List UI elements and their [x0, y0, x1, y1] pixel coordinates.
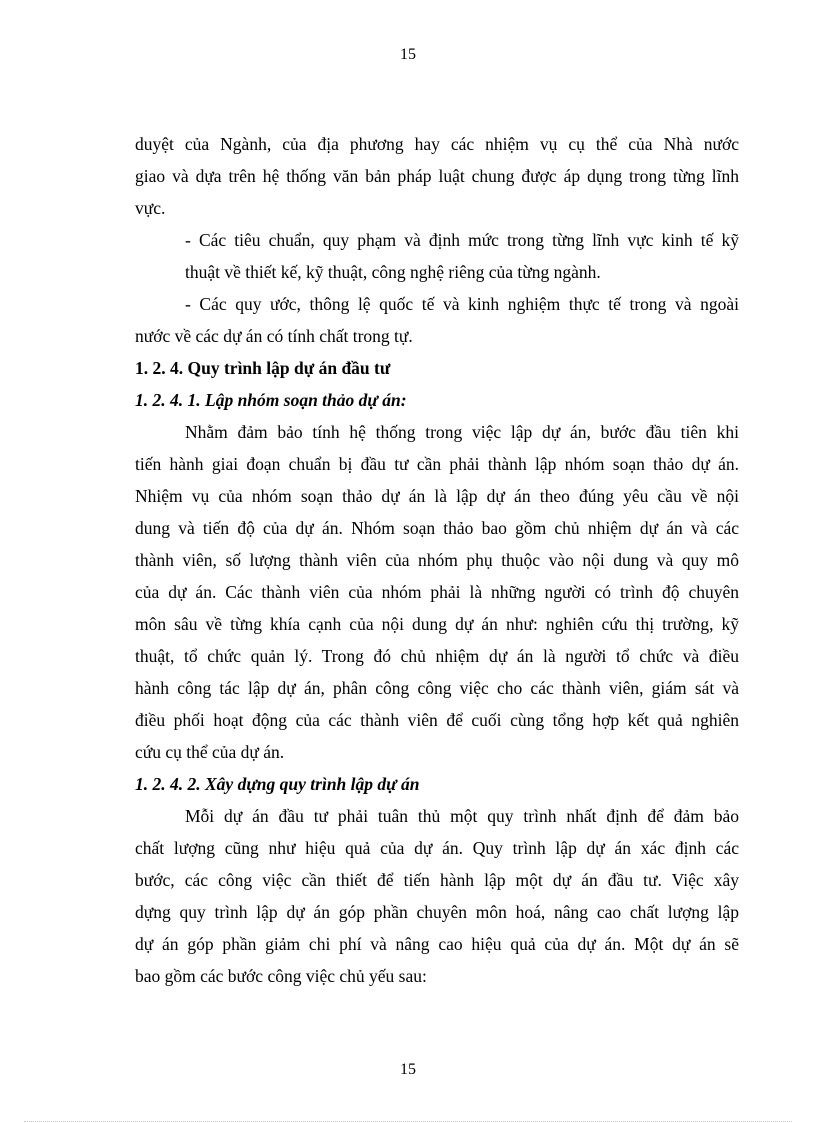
paragraph-line: hành công tác lập dự án, phân công công việc cho các thành viên, giám sát và — [135, 678, 739, 698]
paragraph-line: bước, các công việc cần thiết để tiến hành lập một dự án đầu tư. Việc xây — [135, 870, 739, 890]
paragraph-line: bao gồm các bước công việc chủ yếu sau: — [135, 966, 427, 986]
paragraph-line: dung và tiến độ của dự án. Nhóm soạn thảo bao gồm chủ nhiệm dự án và các — [135, 518, 739, 538]
list-item-line: thuật về thiết kế, kỹ thuật, công nghệ riêng của từng ngành. — [185, 262, 601, 282]
paragraph-line: chất lượng cũng như hiệu quả của dự án. Quy trình lập dự án xác định các — [135, 838, 739, 858]
paragraph-line: thuật, tổ chức quản lý. Trong đó chủ nhiệm dự án là người tổ chức và điều — [135, 646, 739, 666]
paragraph-line: thành viên, số lượng thành viên của nhóm phụ thuộc vào nội dung và quy mô — [135, 550, 739, 570]
subsection-heading: 1. 2. 4. 2. Xây dựng quy trình lập dự án — [135, 774, 420, 794]
list-item-line: nước về các dự án có tính chất trong tự. — [135, 326, 413, 346]
paragraph-line: vực. — [135, 198, 166, 218]
paragraph-line: Nhiệm vụ của nhóm soạn thảo dự án là lập dự án theo đúng yêu cầu về nội — [135, 486, 739, 506]
paragraph-line: của dự án. Các thành viên của nhóm phải là những người có trình độ chuyên — [135, 582, 739, 602]
paragraph-line: điều phối hoạt động của các thành viên để cuối cùng tổng hợp kết quả nghiên — [135, 710, 739, 730]
paragraph-line: dựng quy trình lập dự án góp phần chuyên môn hoá, nâng cao chất lượng lập — [135, 902, 739, 922]
paragraph-line: giao và dựa trên hệ thống văn bản pháp luật chung được áp dụng trong từng lĩnh — [135, 166, 739, 186]
subsection-heading: 1. 2. 4. 1. Lập nhóm soạn thảo dự án: — [135, 390, 407, 410]
paragraph-line: dự án góp phần giảm chi phí và nâng cao hiệu quả của dự án. Một dự án sẽ — [135, 934, 739, 954]
paragraph-line: Nhằm đảm bảo tính hệ thống trong việc lập dự án, bước đầu tiên khi — [185, 422, 739, 442]
page-number-top: 15 — [400, 46, 416, 63]
list-item-line: - Các quy ước, thông lệ quốc tế và kinh nghiệm thực tế trong và ngoài — [185, 294, 739, 314]
paragraph-line: tiến hành giai đoạn chuẩn bị đầu tư cần phải thành lập nhóm soạn thảo dự án. — [135, 454, 739, 474]
list-item-line: - Các tiêu chuẩn, quy phạm và định mức trong từng lĩnh vực kinh tế kỹ — [185, 230, 739, 250]
paragraph-line: Mỗi dự án đầu tư phải tuân thủ một quy trình nhất định để đảm bảo — [185, 806, 739, 826]
paragraph-line: duyệt của Ngành, của địa phương hay các nhiệm vụ cụ thể của Nhà nước — [135, 134, 739, 154]
paragraph-line: môn sâu về từng khía cạnh của nội dung dự án như: nghiên cứu thị trường, kỹ — [135, 614, 739, 634]
paragraph-line: cứu cụ thể của dự án. — [135, 742, 285, 762]
page-bottom-divider — [24, 1121, 792, 1122]
section-heading: 1. 2. 4. Quy trình lập dự án đầu tư — [135, 358, 391, 378]
page-number-bottom: 15 — [400, 1061, 416, 1078]
